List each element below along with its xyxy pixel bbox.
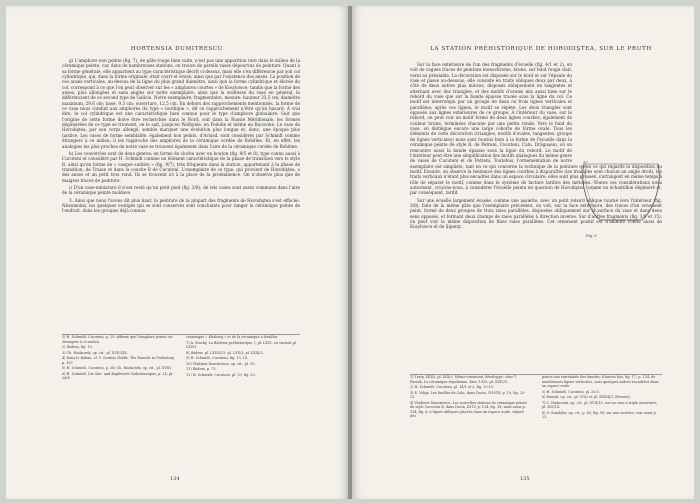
footnote: 5) H. Schmidt, Cucuteni, p. 38; Ch. Hadaczek, op. cit., pl. XVIII. bbox=[62, 366, 172, 370]
footnote: 10) Vladimir Dumitrescu, op. cit., pl. 10. bbox=[186, 361, 256, 366]
footnote: 11) Ibidem, p. 75. bbox=[186, 367, 217, 371]
footnotes-col-1 bbox=[410, 375, 530, 420]
paragraph: Sur la face extérieure de l'un des fragments d'écuelle (fig. 4/1 et 2), on voit de vagues traces de peinture monochrome, brune, sur fond rouge clair, verni au préalable. La décoration est disposée sur le bord et sur l'épaule du vase et passe au-dessous; elle consiste en traits obliques deux par deux, à côté de deux autres plus minces, disposés obliquement en tangentes et alternant avec des triangles, et des motifs d'ovales mis aussi bien sur le rebord du vase que sur la bande épaisse tracée sous la ligne du col. Ce motif est interrompu par un groupe de deux ou trois lignes verticales et parallèles; après ces lignes, le motif se répète. Les deux triangles sont opposés aux lignes extérieures de ce groupe. À l'intérieur du vase, sur le rebord, on peut voir un motif formé de deux lignes courbes, également de couleur brune, terminées chacune par une petite ronde. Vers le fond du vase, on distingue encore une large cohorte de forme ovale. Tous les éléments de cette décoration (triangles, motifs d'ovales, tangentes, groupe de lignes verticales) nous sont fournis bien à la forme de l'écuelle dans la céramique peinte de style B, de Petreni, Cucuteni, Calu, Drăguşeni, où on rencontre aussi la bande épaisse sous la ligne du rebord. Le motif de l'intérieur peut être une simplification des motifs analogues du même genre de vases de Cucuteni et de Petreni. Toutefois, l'ornementation de notre exemplaire est simpliste, tant en ce qui concerne la technique de la peinture qu'en ce qui regarde la disposition du motif. Ensuite, on observe la tendance des lignes courbes à disparaître (les triangles sont chacun un angle droit), les traits verticaux n'étant plus encadrés dans un espace circulaire; elles sont plus grosses, s'arrangent en même temps à rôle de séparer le motif, comme dans le système de facture tardive des métopes. Toutes ces considérations nous autorisent, croyons-nous, à considérer l'écuelle peinte en question de Horodiştea comme un échantillon dégénéré et, par conséquent, tardif. bbox=[410, 62, 662, 196]
footnote: points aux extrémités des bandes; d'autres fois, fig. 17, p. 134, de nombreuses lignes verticales, sous quelques autres encadrées dans un espace ovale. bbox=[542, 375, 659, 388]
paragraph: g) L'amphore non peinte (fig. 7), de pâte rouge bien cuite, n'est pas une apparition rare dans le milieu de la céramique peinte, car, dans de nombreuses stations, on trouve de pareils vases dépourvus de peinture. Quant à sa forme générale, elle appartient au type caractéristique décrit ci-dessus, mais elle s'en différencie par son col cylindrique, qui, dans la forme originale, était court et évasé, ainsi que par l'existence des anses. La position de ces anses verticales, au-dessus de la ligne du plus grand diamètre, ainsi que la forme cylindrique et élevée du col, correspond à ce que l'on peut observer sur les « amphores courtes » de Kosylowce; tandis que la forme des anses, plus allongées et sans angles sur notre exemplaire, ainsi que la sveltesse du vase en général, le différencient de ce second type de Galicie. Notre exemplaire, fragmentaire, mesure: hauteur 33,5 cm; diamètre maximum, 29,6 cm; base, 9,3 cm; ouverture, 12,5 cm. En dehors des rapprochements mentionnés, la forme de ce vase nous conduit aux amphores du type « nordique », dit ce rapprochement n'être qu'un hasard. À vrai dire, le col cylindrique est une caractéristique bien connue pour le type d'amphore globulaire. Suit que l'origine de cette forme doive être recherchée dans le Nord, soit dans la Russie Méridionale, les formes dégénérées de ce type se trouvent, on le sait, jusqu'en Wolhynie, en Podolie et même en Bucovine. Le vase de Horodiştea, par son corps allongé, semble marquer une évolution plus longue et, donc, une époque plus tardive. Les vases de forme semblable, également non peints, d'Ariusd, sont considérés par Schmidt comme étrangers à ce milieu; il les rapproche des amphores de la céramique cordée de Bohême. Et, en effet, les analogies les plus proches de notre vase se trouvent également dans l'aire de la céramique cordée de Bohême. bbox=[62, 58, 300, 149]
footnote: 8) Ibidem, pl. LXVII/13, pl. LXX/3; pl. LXXI/3. bbox=[186, 350, 264, 355]
page-number: 134 bbox=[170, 476, 180, 482]
footnote: 4) Vladimir Dumitrescu, Les nouvelles stations de céramique peinte du style Cucuteni B, dans Dacia, III-IV, p. 134, fig. 18; mais aussi p. 134, fig. 8, à lignes obliques placées dans un espace ovale, séparé des bbox=[410, 400, 527, 418]
footnote: 8) O. Kandyba, op. cit., p. 65, fig. 59, sur une assiette; voir aussi p. 23. bbox=[542, 410, 657, 419]
footnote: 5) H. Schmidt, Cucuteni, pl. 20/3. bbox=[542, 389, 600, 394]
right-page bbox=[352, 6, 694, 499]
footnote: 9) H. Schmidt, Cucuteni, fig. 13, 14. bbox=[186, 356, 249, 360]
footnotes-col-1 bbox=[62, 335, 176, 382]
page-number: 135 bbox=[520, 476, 530, 482]
footnote: 3) E. Volga, Les fouilles de Calu, dans Dacia, VII-VIII, p. 19, fig. 23-25. bbox=[410, 390, 526, 399]
footnote: 6) H. Schmidt, Die Säu- und Kupferzeit Südosteuropas, p. 24, pl. 24/8. bbox=[62, 371, 174, 380]
footnote: 2) Ibidem, fig. 19. bbox=[62, 345, 93, 349]
footnote: 2) H. Schmidt, Cucuteni, pl. 14/1 et 2, fig. 13-15. bbox=[410, 385, 495, 389]
running-head: LA STATION PRÉHISTORIQUE DE HORODIŞTEA, SUR LE PRUTH bbox=[430, 46, 652, 52]
vessel-profile-figure bbox=[578, 150, 664, 245]
paragraph: h) Les couvercles sont de deux genres: en forme de cloche avec un bouton (fig. 9/5 et 8), type connu aussi à Cucuteni et considéré par H. Schmidt comme un élément caractéristique de la phase de transition vers le style B, ainsi qu'en forme de « casque sudiste » (fig. 9/7), très fréquente dans la station, appartenant à la phase de transition, de Traian et dans la couche B de Cucuteni. L'exemplaire de ce type, qui provient de Horodiştea, a des anses et un petit trou rond. Ils se trouvent ici à la place de la proéminence. On n'observe plus que de maigres traces de peinture. bbox=[62, 150, 300, 183]
footnote: 4) Dans le Kuban, cf. V. Gordon Childe, The Danube in Prehistory, p. 187. bbox=[62, 356, 175, 365]
footnote: 6) Passek, op. cit., pl. VII/2 et pl. XXXIII/2 (Petreni). bbox=[542, 395, 631, 399]
footnote: 7) C. Hadaczek, op. cit., pl. XVII/10, sur un vase à triple ouverture; pl. XVI/14. bbox=[542, 400, 658, 409]
running-head: HORTENSIA DUMITRESCU bbox=[130, 46, 224, 52]
paragraph: 3. Ainsi que nous l'avons dit plus haut, la peinture de la plupart des fragments de Horodiştea s'est effacée. Néanmoins, les quelques vestiges qui se sont conservés sont concluants pour ranger la céramique peinte de l'endroit, dans les groupes déjà connus. bbox=[62, 197, 300, 214]
left-page bbox=[6, 6, 348, 499]
footnote: 1) H. Schmidt, Cucuteni, p. 29, affirme que l'amphore peinte est étrangère à ce milieu. bbox=[62, 335, 173, 344]
footnotes bbox=[410, 374, 662, 453]
footnote: céramique « Kitzberg » et de la céramique à lentilles. bbox=[186, 335, 279, 339]
paragraph: Sur une écuelle largement évasée, comme une assiette, avec un petit rebord oblique tourné vers l'intérieur (fig. 3/8), faite de la même pâte que l'exemplaire précédent, on voit, sur la face extérieure, des traces d'un ornement peint, formé de deux groupes de trois raies parallèles, disposées obliquement sur la surface du vase et dans deux sens opposés, et formant deux champs de raies parallèles à direction inverse. Sur d'autres fragments (fig. 3/9 et 15), on peut voir la même disposition de fines raies parallèles. Cet ornement positif est d'ailleurs connu aussi de Kosylowce et de Şipenţi. bbox=[410, 197, 662, 230]
footnotes bbox=[62, 334, 300, 443]
figure-float-space bbox=[576, 62, 662, 162]
footnotes-col-2 bbox=[186, 335, 300, 378]
footnote: 1) Traty, XIII/5, pl. XIII/3. Même ornement, développé, chez T. Passek, La céramique tripolienne, Kiev, 1935, pl. XXIV/5. bbox=[410, 375, 517, 384]
footnotes-col-2 bbox=[542, 375, 662, 421]
main-text bbox=[62, 58, 300, 216]
paragraph: i) D'un vase-miniature il n'est resté qu'un petit pied (fig. 3/8); de tels vases sont assez communs dans l'aire de la céramique peinte moldave. bbox=[62, 184, 300, 196]
figure-caption: Fig. 8 bbox=[586, 234, 597, 238]
vessel-profile-drawing bbox=[578, 150, 664, 234]
book-spread bbox=[6, 6, 694, 499]
footnote: 7) A. Stocký, La Bohème préhistorique, I, pl. LXVI, en surtout pl. LXVII. bbox=[186, 340, 297, 349]
footnote: 3) Ch. Hadaczek, op. cit., pl. XVII-XIX. bbox=[62, 350, 128, 355]
footnote: 12) H. Schmidt, Cucuteni, pl. 20, fig. 20. bbox=[186, 372, 256, 377]
